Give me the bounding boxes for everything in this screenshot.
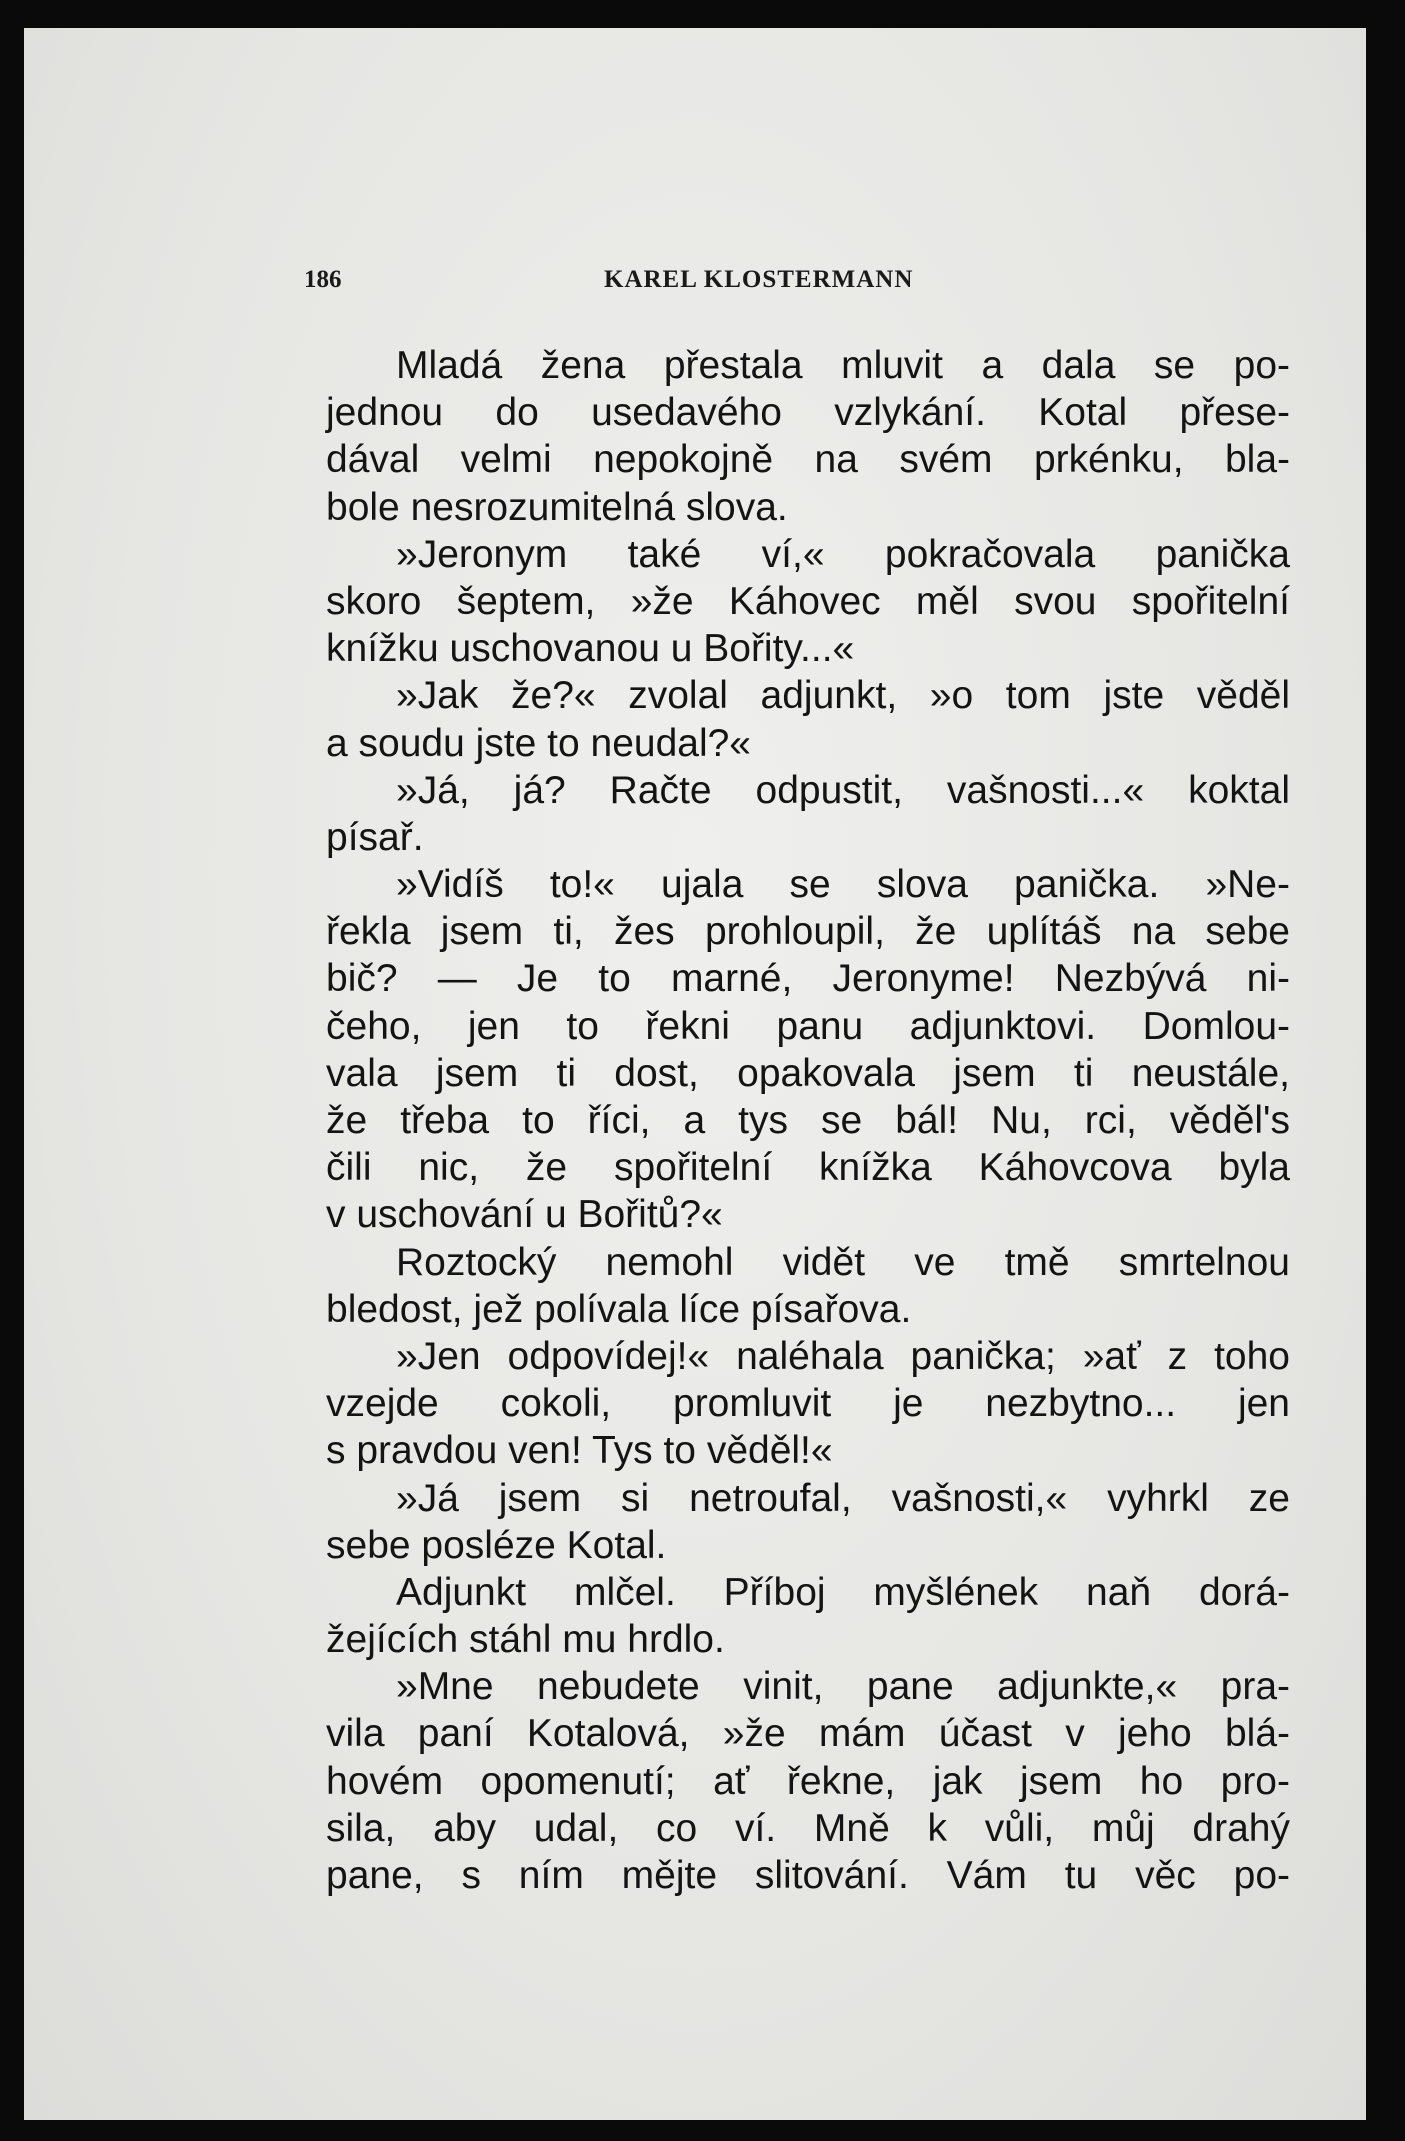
text-line: písař. bbox=[326, 815, 424, 859]
running-head-author: KAREL KLOSTERMANN bbox=[604, 266, 914, 293]
text-line: »Mne nebudete vinit, pane adjunkte,« pra- bbox=[396, 1665, 1290, 1709]
text-line: Roztocký nemohl vidět ve tmě smrtelnou bbox=[396, 1240, 1290, 1284]
text-line: »Já jsem si netroufal, vašnosti,« vyhrkl ze bbox=[396, 1476, 1290, 1520]
page-number: 186 bbox=[304, 266, 342, 293]
text-line: sebe posléze Kotal. bbox=[326, 1523, 667, 1567]
text-line: čeho, jen to řekni panu adjunktovi. Domlou- bbox=[326, 1004, 1290, 1048]
book-page bbox=[24, 28, 1366, 2120]
text-line: »Jak že?« zvolal adjunkt, »o tom jste věděl bbox=[396, 674, 1290, 718]
text-line: že třeba to říci, a tys se bál! Nu, rci, věděl's bbox=[326, 1099, 1290, 1142]
text-line: skoro šeptem, »že Káhovec měl svou spořitelní bbox=[326, 579, 1290, 623]
text-line: a soudu jste to neudal?« bbox=[326, 721, 752, 765]
text-line: jednou do usedavého vzlykání. Kotal přese- bbox=[326, 391, 1290, 435]
text-line: pane, s ním mějte slitování. Vám tu věc po- bbox=[326, 1854, 1290, 1897]
text-line: bič? — Je to marné, Jeronyme! Nezbývá ni- bbox=[326, 957, 1290, 1001]
text-line: knížku uschovanou u Bořity...« bbox=[326, 627, 855, 671]
text-line: vzejde cokoli, promluvit je nezbytno... jen bbox=[326, 1382, 1290, 1426]
text-line: sila, aby udal, co ví. Mně k vůli, můj drahý bbox=[326, 1806, 1290, 1850]
body-text bbox=[326, 342, 1290, 1899]
text-line: »Já, já? Račte odpustit, vašnosti...« koktal bbox=[396, 768, 1290, 812]
text-line: bledost, jež polívala líce písařova. bbox=[326, 1287, 912, 1331]
text-line: Adjunkt mlčel. Příboj myšlének naň dorá- bbox=[396, 1570, 1290, 1614]
text-line: hovém opomenutí; ať řekne, jak jsem ho pro- bbox=[326, 1759, 1290, 1803]
text-line: »Jen odpovídej!« naléhala panička; »ať z toho bbox=[396, 1334, 1290, 1378]
text-line: vala jsem ti dost, opakovala jsem ti neustále, bbox=[326, 1051, 1290, 1095]
text-line: Mladá žena přestala mluvit a dala se po- bbox=[396, 344, 1290, 387]
text-line: v uschování u Bořitů?« bbox=[326, 1193, 723, 1237]
text-line: »Vidíš to!« ujala se slova panička. »Ne- bbox=[396, 863, 1290, 907]
text-line: s pravdou ven! Tys to věděl!« bbox=[326, 1429, 833, 1473]
text-line: vila paní Kotalová, »že mám účast v jeho blá- bbox=[326, 1712, 1290, 1756]
text-line: dával velmi nepokojně na svém prkénku, bla- bbox=[326, 438, 1290, 482]
text-line: řekla jsem ti, žes prohloupil, že uplítáš na sebe bbox=[326, 910, 1290, 954]
text-line: bole nesrozumitelná slova. bbox=[326, 485, 788, 529]
text-line: »Jeronym také ví,« pokračovala panička bbox=[396, 532, 1290, 576]
running-head bbox=[304, 266, 1004, 300]
text-line: čili nic, že spořitelní knížka Káhovcova byla bbox=[326, 1146, 1290, 1190]
text-line: žejících stáhl mu hrdlo. bbox=[326, 1618, 725, 1662]
